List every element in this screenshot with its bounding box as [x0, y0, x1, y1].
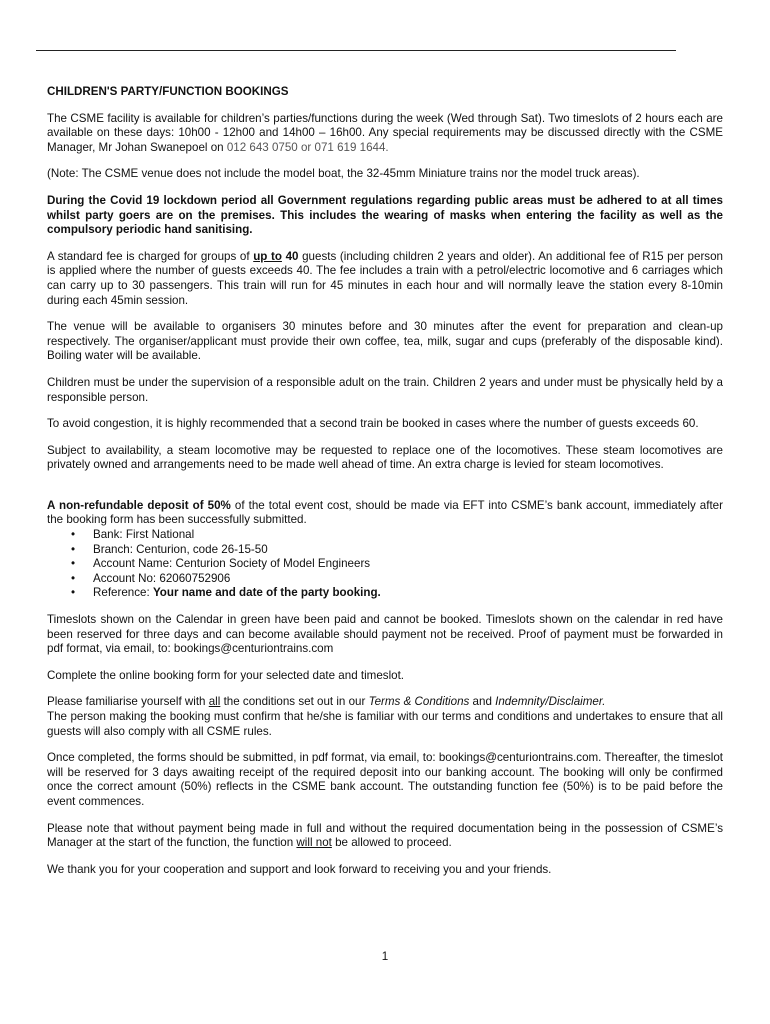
note-paragraph: (Note: The CSME venue does not include the model boat, the 32-45mm Miniature trains nor the model truck areas). — [47, 167, 640, 181]
reference-value: Your name and date of the party booking. — [152, 586, 381, 600]
payment-note-pre: Please note that without payment being made in full and without the required documentation being in the possession of CSME’s Manager at the start of the function, the function — [47, 821, 723, 850]
page-number: 1 — [381, 950, 389, 963]
page-title: CHILDREN'S PARTY/FUNCTION BOOKINGS — [47, 85, 289, 98]
bank-item: • Bank: First National — [71, 528, 723, 543]
deposit-text: of the total event cost, should be made via EFT into CSME’s bank account, immediately after the booking form has been successfully submitted. — [47, 498, 723, 527]
complete-form-paragraph: Complete the online booking form for your selected date and timeslot. — [47, 668, 405, 682]
manager-phone: 012 643 0750 or 071 619 1644. — [226, 140, 389, 154]
venue-paragraph: The venue will be available to organisers 30 minutes before and 30 minutes after the event for preparation and clean-up respectively. The organiser/applicant must provide their own coffee, tea, milk, sugar and cups (preferably of the disposable kind). Boiling water will be available. — [47, 320, 723, 363]
account-number-item: • Account No: 62060752906 — [71, 572, 723, 587]
familiarise-paragraph — [47, 695, 723, 739]
top-rule — [36, 50, 676, 51]
steam-paragraph: Subject to availability, a steam locomotive may be requested to replace one of the locomotives. These steam locomotives are privately owned and arrangements need to be made well ahead of time. An extra charge is levied for steam locomotives. — [47, 443, 723, 472]
deposit-paragraph — [47, 499, 723, 528]
submission-paragraph: Once completed, the forms should be submitted, in pdf format, via email, to: bookings@centuriontrains.com. Thereafter, the timeslot will be reserved for 3 days awaiting receipt of the required deposit into our banking account. The booking will only be confirmed once the correct amount (50%) reflects in the CSME bank account. The outstanding function fee (50%) is to be paid before the event commences. — [47, 751, 723, 808]
reference-label: Reference: — [93, 586, 153, 600]
document-body — [47, 85, 723, 877]
payment-note-paragraph — [47, 822, 723, 851]
deposit-bold: A non-refundable deposit of 50% — [47, 498, 231, 512]
intro-text: The CSME facility is available for children’s parties/functions during the week (Wed through Sat). Two timeslots of 2 hours each are available on these days: 10h00 - 12h00 and 14h00 – 16h00. Any special requirements may be discussed directly with the CSME Manager, Mr Johan Swanepoel on — [47, 111, 723, 154]
fee-pre: A standard fee is charged for groups of — [47, 249, 254, 263]
reference-item — [71, 586, 723, 601]
thanks-paragraph: We thank you for your cooperation and support and look forward to receiving you and your friends. — [47, 862, 552, 876]
terms-link[interactable]: Terms & Conditions — [368, 695, 470, 709]
payment-note-will-not: will not — [296, 836, 332, 850]
congestion-paragraph: To avoid congestion, it is highly recommended that a second train be booked in cases where the number of guests exceeds 60. — [47, 417, 699, 431]
timeslots-paragraph: Timeslots shown on the Calendar in green have been paid and cannot be booked. Timeslots shown on the calendar in red have been reserved for three days and can become available should payment not be received. Proof of payment must be forwarded in pdf format, via email, to: bookings@centuriontrains.com — [47, 613, 723, 656]
fee-post: guests (including children 2 years and older). An additional fee of R15 per person is applied where the number of guests exceeds 40. The fee includes a train with a petrol/electric locomotive and 6 carriages which can carry up to 30 passengers. This train will run for 45 minutes in each hour and will normally leave the station every 8-10min during each 45min session. — [47, 249, 724, 307]
intro-paragraph — [47, 112, 723, 156]
familiarise-all: all — [208, 695, 221, 709]
familiarise-and: and — [469, 695, 496, 709]
payment-note-post: be allowed to proceed. — [331, 836, 452, 850]
account-name-item: • Account Name: Centurion Society of Model Engineers — [71, 557, 723, 572]
fee-count: 40 — [285, 249, 299, 263]
familiarise-line2: The person making the booking must confirm that he/she is familiar with our terms and conditions and undertakes to ensure that all guests will also comply with all CSME rules. — [47, 710, 723, 738]
bank-details-list — [47, 528, 723, 601]
familiarise-pre: Please familiarise yourself with — [47, 695, 209, 709]
supervision-paragraph: Children must be under the supervision of a responsible adult on the train. Children 2 years and under must be physically held by a responsible person. — [47, 375, 723, 404]
indemnity-link[interactable]: Indemnity/Disclaimer. — [495, 695, 606, 709]
fee-up-to: up to — [253, 249, 282, 263]
branch-item: • Branch: Centurion, code 26-15-50 — [71, 543, 723, 558]
familiarise-mid: the conditions set out in our — [220, 695, 369, 709]
fee-paragraph — [47, 250, 723, 308]
covid-paragraph: During the Covid 19 lockdown period all Government regulations regarding public areas must be adhered to at all times whilst party goers are on the premises. This includes the wearing of masks when entering the facility as well as the compulsory periodic hand sanitising. — [47, 193, 723, 237]
